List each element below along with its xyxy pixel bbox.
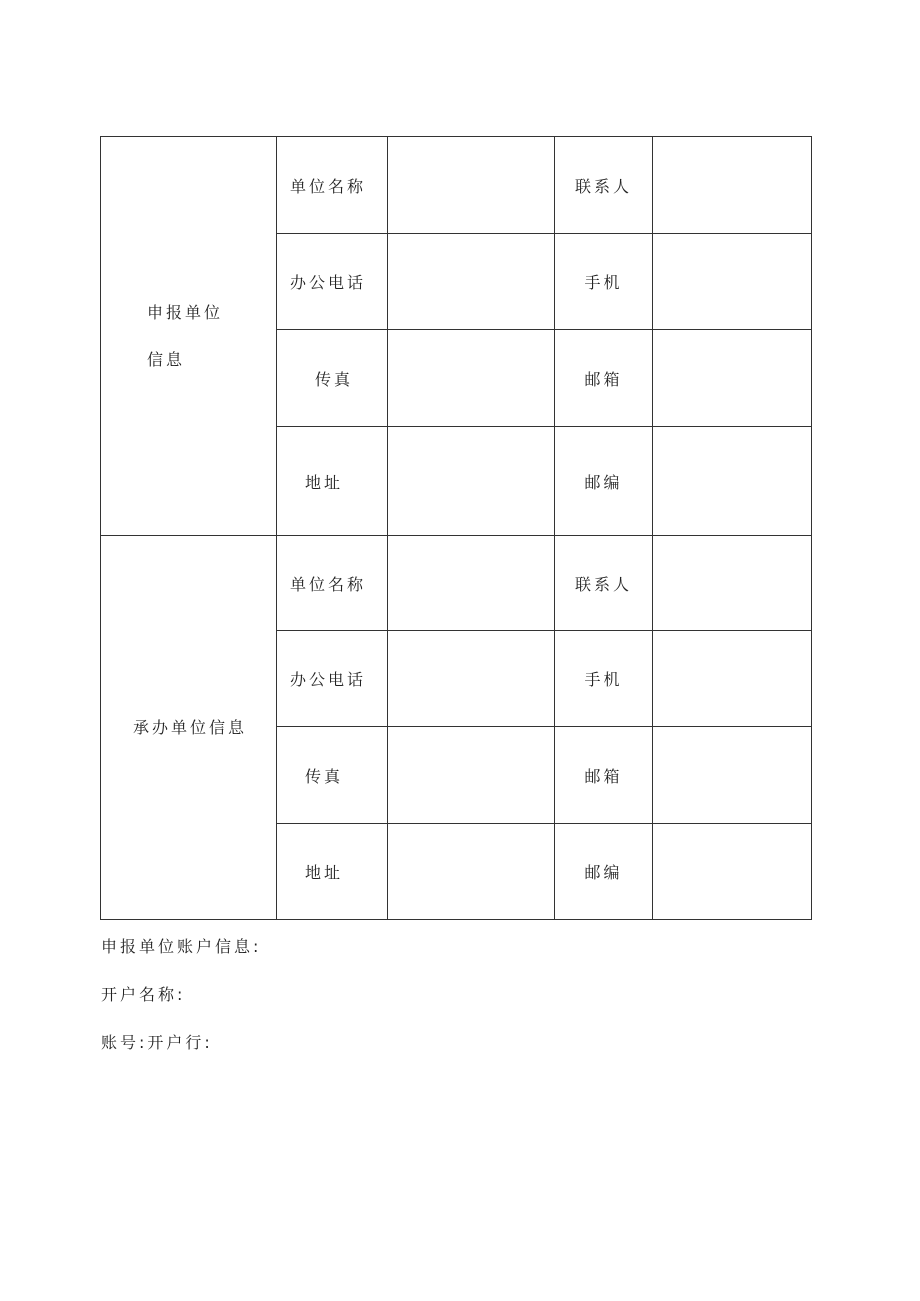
contractor-group-label-text: 承办单位信息 [133, 718, 248, 737]
applicant-postcode-label: 邮编 [555, 427, 653, 536]
account-info-heading: 申报单位账户信息: [101, 937, 262, 956]
applicant-fax-label: 传真 [277, 330, 388, 427]
applicant-unit-name-label: 单位名称 [277, 137, 388, 234]
contractor-contact-field[interactable] [653, 536, 812, 631]
applicant-email-field[interactable] [653, 330, 812, 427]
contractor-address-label: 地址 [277, 824, 388, 920]
info-form-table [100, 136, 812, 920]
contractor-office-phone-label: 办公电话 [277, 631, 388, 727]
contractor-unit-name-field[interactable] [388, 536, 555, 631]
contractor-office-phone-field[interactable] [388, 631, 555, 727]
applicant-unit-name-field[interactable] [388, 137, 555, 234]
contractor-fax-field[interactable] [388, 727, 555, 824]
applicant-postcode-field[interactable] [653, 427, 812, 536]
applicant-group-label [101, 137, 277, 536]
contractor-mobile-field[interactable] [653, 631, 812, 727]
contractor-email-field[interactable] [653, 727, 812, 824]
applicant-office-phone-field[interactable] [388, 234, 555, 330]
applicant-contact-label: 联系人 [555, 137, 653, 234]
applicant-office-phone-label: 办公电话 [277, 234, 388, 330]
contractor-group-label [101, 536, 277, 920]
account-number-bank-line: 账号:开户行: [101, 1033, 213, 1052]
applicant-mobile-label: 手机 [555, 234, 653, 330]
contractor-address-field[interactable] [388, 824, 555, 920]
applicant-contact-field[interactable] [653, 137, 812, 234]
contractor-postcode-label: 邮编 [555, 824, 653, 920]
applicant-group-label-line1: 申报单位 [147, 303, 224, 322]
account-info-section [101, 934, 261, 1078]
applicant-address-field[interactable] [388, 427, 555, 536]
applicant-row-1 [101, 137, 812, 234]
contractor-email-label: 邮箱 [555, 727, 653, 824]
contractor-row-1 [101, 536, 812, 631]
contractor-unit-name-label: 单位名称 [277, 536, 388, 631]
contractor-fax-label: 传真 [277, 727, 388, 824]
applicant-email-label: 邮箱 [555, 330, 653, 427]
contractor-contact-label: 联系人 [555, 536, 653, 631]
applicant-fax-field[interactable] [388, 330, 555, 427]
applicant-mobile-field[interactable] [653, 234, 812, 330]
applicant-group-label-line2: 信息 [147, 350, 186, 369]
contractor-mobile-label: 手机 [555, 631, 653, 727]
applicant-address-label: 地址 [277, 427, 388, 536]
account-name-line: 开户名称: [101, 985, 186, 1004]
contractor-postcode-field[interactable] [653, 824, 812, 920]
